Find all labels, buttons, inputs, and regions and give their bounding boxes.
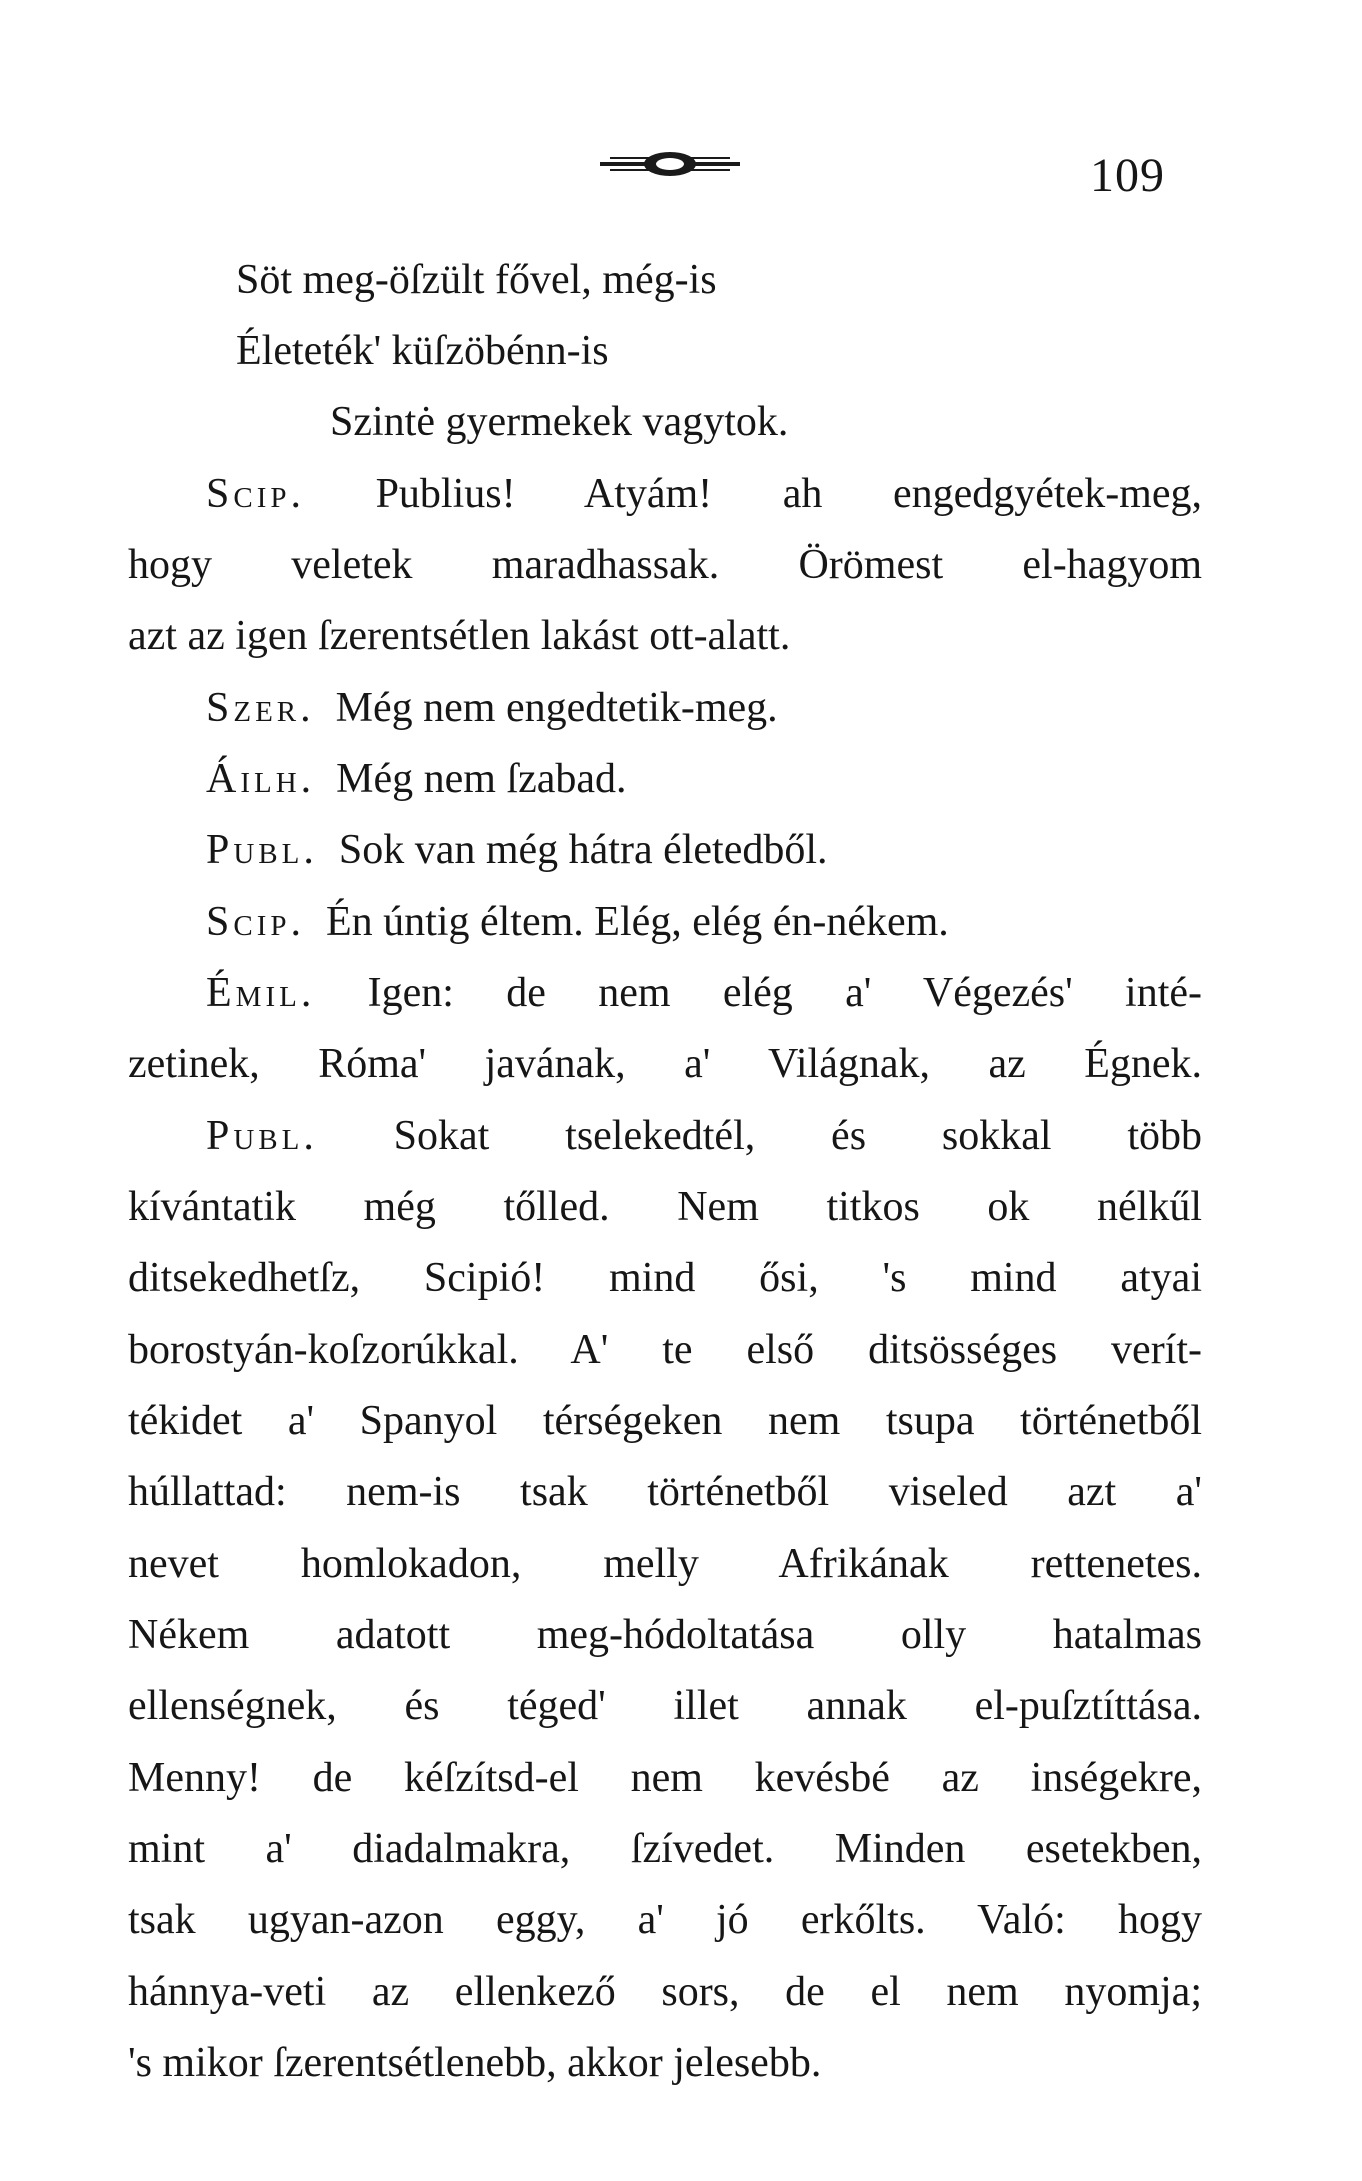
- dialogue-line: [206, 470, 1202, 518]
- text-line: zetinek, Róma' javának, a' Világnak, az Égnek.: [128, 1041, 1202, 1087]
- text-line: azt az igen ſzerentsétlen lakást ott-alatt.: [128, 613, 791, 659]
- text-line: hánnya-veti az ellenkező sors, de el nem nyomja;: [128, 1969, 1202, 2015]
- speaker-label: Émil.: [206, 970, 316, 1016]
- line-text: Én úntig éltem. Elég, elég én-nékem.: [326, 899, 949, 945]
- text-line: hogy veletek maradhassak. Örömest el-hagyom: [128, 542, 1202, 588]
- dialogue-line: [206, 826, 828, 874]
- speaker-label: Scip.: [206, 471, 305, 517]
- dialogue-line: [206, 755, 627, 803]
- verse-line: Szintė gyermekek vagytok.: [330, 399, 789, 445]
- text-line: húllattad: nem-is tsak történetből viseled azt a': [128, 1469, 1202, 1515]
- line-text: Még nem engedtetik-meg.: [335, 685, 778, 731]
- text-line: tsak ugyan-azon eggy, a' jó erkőlts. Való: hogy: [128, 1897, 1202, 1943]
- page-number: 109: [1090, 149, 1165, 202]
- speaker-label: Áilh.: [206, 756, 316, 802]
- speaker-label: Publ.: [206, 827, 318, 873]
- speaker-label: Publ.: [206, 1113, 318, 1159]
- line-text: Sokat tselekedtél, és sokkal több: [393, 1113, 1202, 1159]
- dialogue-line: [206, 898, 949, 946]
- verse-line: Söt meg-öſzült fővel, még-is: [236, 257, 717, 303]
- text-line: mint a' diadalmakra, ſzívedet. Minden esetekben,: [128, 1826, 1202, 1872]
- text-line: ellenségnek, és téged' illet annak el-puſztíttása.: [128, 1683, 1202, 1729]
- text-line: kívántatik még tőlled. Nem titkos ok nélkűl: [128, 1184, 1202, 1230]
- text-line: Menny! de kéſzítsd-el nem kevésbé az inségekre,: [128, 1755, 1202, 1801]
- dialogue-line: [206, 1112, 1202, 1160]
- ornament-icon: [600, 150, 740, 178]
- text-line: borostyán-koſzorúkkal. A' te első ditsösséges verít-: [128, 1327, 1202, 1373]
- text-line: ditsekedhetſz, Scipió! mind ősi, 's mind atyai: [128, 1255, 1202, 1301]
- line-text: Sok van még hátra életedből.: [338, 827, 828, 873]
- text-line: tékidet a' Spanyol térségeken nem tsupa történetből: [128, 1398, 1202, 1444]
- line-text: Publius! Atyám! ah engedgyétek-meg,: [375, 471, 1202, 517]
- dialogue-line: [206, 684, 778, 732]
- verse-line: Életeték' küſzöbénn-is: [236, 328, 609, 374]
- speaker-label: Szer.: [206, 685, 315, 731]
- speaker-label: Scip.: [206, 899, 305, 945]
- text-line: nevet homlokadon, melly Afrikának rettenetes.: [128, 1541, 1202, 1587]
- text-line: 's mikor ſzerentsétlenebb, akkor jelesebb.: [128, 2040, 822, 2086]
- line-text: Még nem ſzabad.: [336, 756, 627, 802]
- dialogue-line: [206, 969, 1202, 1017]
- text-line: Nékem adatott meg-hódoltatása olly hatalmas: [128, 1612, 1202, 1658]
- line-text: Igen: de nem elég a' Végezés' inté-: [367, 970, 1202, 1016]
